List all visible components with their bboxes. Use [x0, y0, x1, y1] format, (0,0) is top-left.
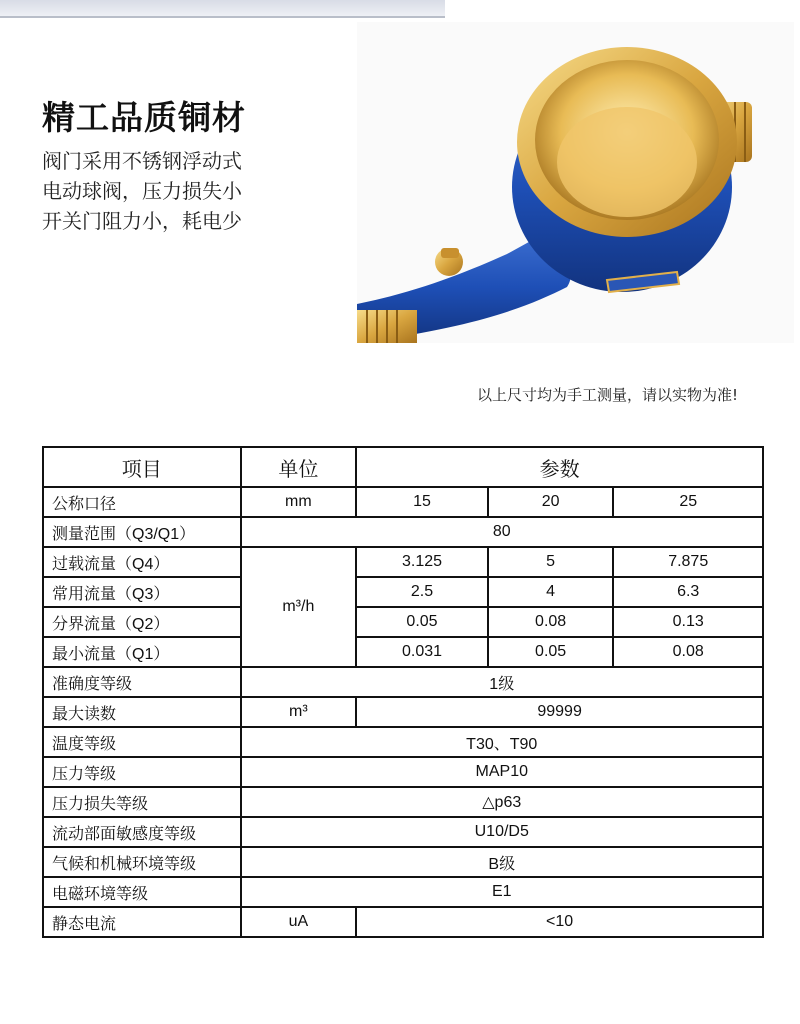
cell-value: △p63: [241, 787, 763, 817]
row-label: 测量范围（Q3/Q1）: [43, 517, 241, 547]
row-label: 温度等级: [43, 727, 241, 757]
header-unit: 单位: [241, 447, 357, 487]
cell-value: 6.3: [613, 577, 763, 607]
row-label: 公称口径: [43, 487, 241, 517]
cell-value: B级: [241, 847, 763, 877]
table-row: [43, 907, 763, 937]
feature-desc-line: 开关门阻力小，耗电少: [42, 209, 242, 233]
table-row: [43, 547, 763, 577]
row-label: 过载流量（Q4）: [43, 547, 241, 577]
header-item: 项目: [43, 447, 241, 487]
cell-value: 0.05: [356, 607, 488, 637]
cell-value: 0.05: [488, 637, 614, 667]
cell-value: <10: [356, 907, 763, 937]
cell-value: 0.08: [613, 637, 763, 667]
table-row: [43, 577, 763, 607]
table-row: [43, 517, 763, 547]
feature-desc-line: 电动球阀，压力损失小: [42, 179, 242, 203]
table-row: [43, 487, 763, 517]
cell-value: 15: [356, 487, 488, 517]
cell-value: 80: [241, 517, 763, 547]
table-row: [43, 787, 763, 817]
table-header-row: [43, 447, 763, 487]
row-label: 准确度等级: [43, 667, 241, 697]
table-row: [43, 847, 763, 877]
cell-value: 0.13: [613, 607, 763, 637]
feature-title: 精工品质铜材: [42, 98, 246, 137]
cell-value: 25: [613, 487, 763, 517]
measurement-note: 以上尺寸均为手工测量，请以实物为准!: [476, 386, 738, 404]
feature-desc-line: 阀门采用不锈钢浮动式: [42, 149, 242, 173]
table-row: [43, 667, 763, 697]
table-row: [43, 637, 763, 667]
cell-value: 7.875: [613, 547, 763, 577]
cell-value: 20: [488, 487, 614, 517]
row-label: 压力等级: [43, 757, 241, 787]
table-row: [43, 757, 763, 787]
cell-value: 2.5: [356, 577, 488, 607]
row-label: 常用流量（Q3）: [43, 577, 241, 607]
water-meter-illustration: [357, 22, 794, 343]
row-label: 气候和机械环境等级: [43, 847, 241, 877]
product-photo: [357, 22, 794, 343]
cell-value: 1级: [241, 667, 763, 697]
cell-value: 5: [488, 547, 614, 577]
row-label: 分界流量（Q2）: [43, 607, 241, 637]
cell-value: 3.125: [356, 547, 488, 577]
cell-value: 0.031: [356, 637, 488, 667]
cell-value: U10/D5: [241, 817, 763, 847]
cell-value: 99999: [356, 697, 763, 727]
cell-value: 4: [488, 577, 614, 607]
row-unit: uA: [241, 907, 357, 937]
header-params: 参数: [356, 447, 763, 487]
table-row: [43, 697, 763, 727]
table-row: [43, 877, 763, 907]
row-label: 压力损失等级: [43, 787, 241, 817]
row-label: 电磁环境等级: [43, 877, 241, 907]
spec-table: [42, 446, 764, 938]
cell-value: MAP10: [241, 757, 763, 787]
table-row: [43, 607, 763, 637]
row-label: 静态电流: [43, 907, 241, 937]
table-row: [43, 817, 763, 847]
table-row: [43, 727, 763, 757]
cell-value: 0.08: [488, 607, 614, 637]
cell-value: T30、T90: [241, 727, 763, 757]
feature-description: [42, 146, 342, 236]
row-label: 流动部面敏感度等级: [43, 817, 241, 847]
top-banner-strip: [0, 0, 445, 18]
flow-unit: m³/h: [241, 547, 357, 667]
row-unit: mm: [241, 487, 357, 517]
row-unit: m³: [241, 697, 357, 727]
row-label: 最大读数: [43, 697, 241, 727]
cell-value: E1: [241, 877, 763, 907]
row-label: 最小流量（Q1）: [43, 637, 241, 667]
